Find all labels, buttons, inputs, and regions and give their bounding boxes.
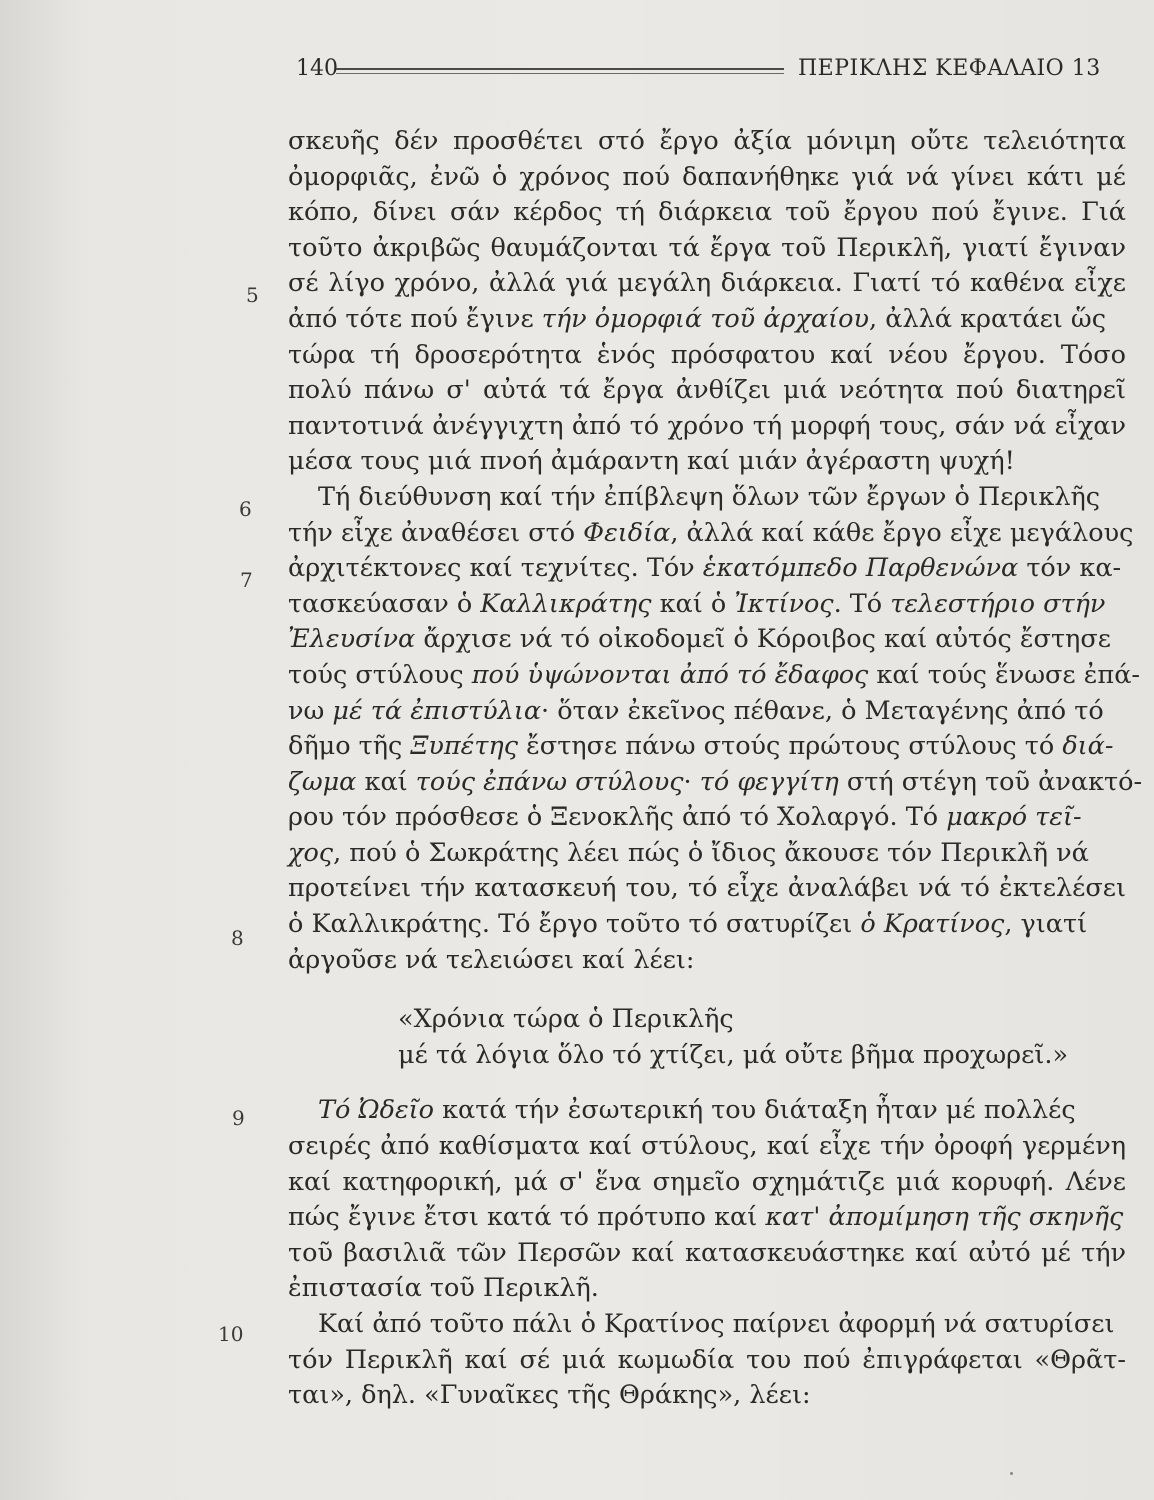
text-line: προτείνει τήν κατασκευή του, τό εἶχε ἀναλάβει νά τό ἐκτελέσει <box>288 873 1126 904</box>
text-line: ἀρχιτέκτονες καί τεχνίτες. Τόν ἑκατόμπεδο Παρθενώνα τόν κα- <box>288 553 1122 584</box>
text-line: τοῦ βασιλιᾶ τῶν Περσῶν καί κατασκευάστηκε καί αὐτό μέ τήν <box>288 1237 1126 1268</box>
text-line: καί κατηφορική, μά σ' ἕνα σημεῖο σχημάτιζε μιά κορυφή. Λένε <box>288 1166 1126 1197</box>
text-line: δῆμο τῆς Ξυπέτης ἔστησε πάνω στούς πρώτους στύλους τό διά- <box>288 731 1114 762</box>
text-line: τόν Περικλῆ καί σέ μιά κωμωδία του πού ἐπιγράφεται «Θρᾶτ- <box>288 1344 1126 1375</box>
text-line: τούς στύλους πού ὑψώνονται ἀπό τό ἔδαφος καί τούς ἕνωσε ἐπά- <box>288 659 1141 690</box>
margin-number-7: 7 <box>240 568 253 592</box>
text-line: σέ λίγο χρόνο, ἀλλά γιά μεγάλη διάρκεια. Γιατί τό καθένα εἶχε <box>288 268 1126 299</box>
page-number: 140 <box>296 56 338 81</box>
text-line: σκευῆς δέν προσθέτει στό ἔργο ἀξία μόνιμη οὔτε τελειότητα <box>288 126 1126 156</box>
page-header <box>296 52 1126 92</box>
text-line: σειρές ἀπό καθίσματα καί στύλους, καί εἶχε τήν ὀροφή γερμένη <box>288 1131 1126 1162</box>
body-text <box>288 124 1143 1414</box>
text-line: Τή διεύθυνση καί τήν ἐπίβλεψη ὅλων τῶν ἔργων ὁ Περικλῆς <box>318 481 1101 512</box>
text-line: ἐπιστασία τοῦ Περικλῆ. <box>288 1273 599 1304</box>
paper-speck <box>1010 1472 1013 1475</box>
margin-number-6: 6 <box>239 497 252 521</box>
text-line: μέσα τους μιά πνοή ἀμάραντη καί μιάν ἀγέραστη ψυχή! <box>288 446 1015 477</box>
verse-line: «Χρόνια τώρα ὁ Περικλῆς <box>398 1004 734 1035</box>
text-line: κόπο, δίνει σάν κέρδος τή διάρκεια τοῦ ἔργου πού ἔγινε. Γιά <box>288 197 1126 228</box>
text-line: Καί ἀπό τοῦτο πάλι ὁ Κρατίνος παίρνει ἀφορμή νά σατυρίσει <box>318 1309 1115 1339</box>
verse-quote <box>288 1002 1126 1073</box>
text-line: ὀμορφιᾶς, ἐνῶ ὁ χρόνος πού δαπανήθηκε γιά νά γίνει κάτι μέ <box>288 161 1126 192</box>
margin-number-10: 10 <box>218 1322 244 1346</box>
text-line: Ἐλευσίνα ἄρχισε νά τό οἰκοδομεῖ ὁ Κόροιβος καί αὐτός ἔστησε <box>288 624 1111 655</box>
margin-number-8: 8 <box>231 926 244 950</box>
running-head: ΠΕΡΙΚΛΗΣ ΚΕΦΑΛΑΙΟ 13 <box>798 56 1101 81</box>
text-line: ρου τόν πρόσθεσε ὁ Ξενοκλῆς ἀπό τό Χολαργό. Τό μακρό τεῖ- <box>288 802 1082 833</box>
text-line: τοῦτο ἀκριβῶς θαυμάζονται τά ἔργα τοῦ Περικλῆ, γιατί ἔγιναν <box>288 232 1126 263</box>
text-line: πώς ἔγινε ἔτσι κατά τό πρότυπο καί κατ' ἀπομίμηση τῆς σκηνῆς <box>288 1202 1124 1233</box>
text-line: παντοτινά ἀνέγγιχτη ἀπό τό χρόνο τή μορφή τους, σάν νά εἶχαν <box>288 410 1126 441</box>
text-line: πολύ πάνω σ' αὐτά τά ἔργα ἀνθίζει μιά νεότητα πού διατηρεῖ <box>288 375 1126 406</box>
margin-number-5: 5 <box>246 283 259 307</box>
text-line: ἀργοῦσε νά τελειώσει καί λέει: <box>288 944 695 975</box>
text-line: νω μέ τά ἐπιστύλια· ὅταν ἐκεῖνος πέθανε, ὁ Μεταγένης ἀπό τό <box>288 695 1104 726</box>
text-line: Τό Ὠδεῖο κατά τήν ἐσωτερική του διάταξη ἦταν μέ πολλές <box>318 1095 1076 1126</box>
text-line: ται», δηλ. «Γυναῖκες τῆς Θράκης», λέει: <box>288 1380 811 1411</box>
verse-line: μέ τά λόγια ὅλο τό χτίζει, μά οὔτε βῆμα προχωρεῖ.» <box>398 1039 1069 1070</box>
text-line: τασκεύασαν ὁ Καλλικράτης καί ὁ Ἰκτίνος. Τό τελεστήριο στήν <box>288 588 1106 619</box>
text-line: τώρα τή δροσερότητα ἑνός πρόσφατου καί νέου ἔργου. Τόσο <box>288 339 1126 370</box>
text-line: χος, πού ὁ Σωκράτης λέει πώς ὁ ἴδιος ἄκουσε τόν Περικλῆ νά <box>288 837 1089 868</box>
header-rule <box>336 68 784 70</box>
text-line: ὁ Καλλικράτης. Τό ἔργο τοῦτο τό σατυρίζει ὁ Κρατίνος, γιατί <box>288 909 1088 940</box>
text-line: ζωμα καί τούς ἐπάνω στύλους· τό φεγγίτη στή στέγη τοῦ ἀνακτό- <box>288 766 1143 797</box>
margin-number-9: 9 <box>232 1106 245 1130</box>
text-line: τήν εἶχε ἀναθέσει στό Φειδία, ἀλλά καί κάθε ἔργο εἶχε μεγάλους <box>288 517 1134 548</box>
text-line: ἀπό τότε πού ἔγινε τήν ὀμορφιά τοῦ ἀρχαίου, ἀλλά κρατάει ὥς <box>288 303 1106 334</box>
